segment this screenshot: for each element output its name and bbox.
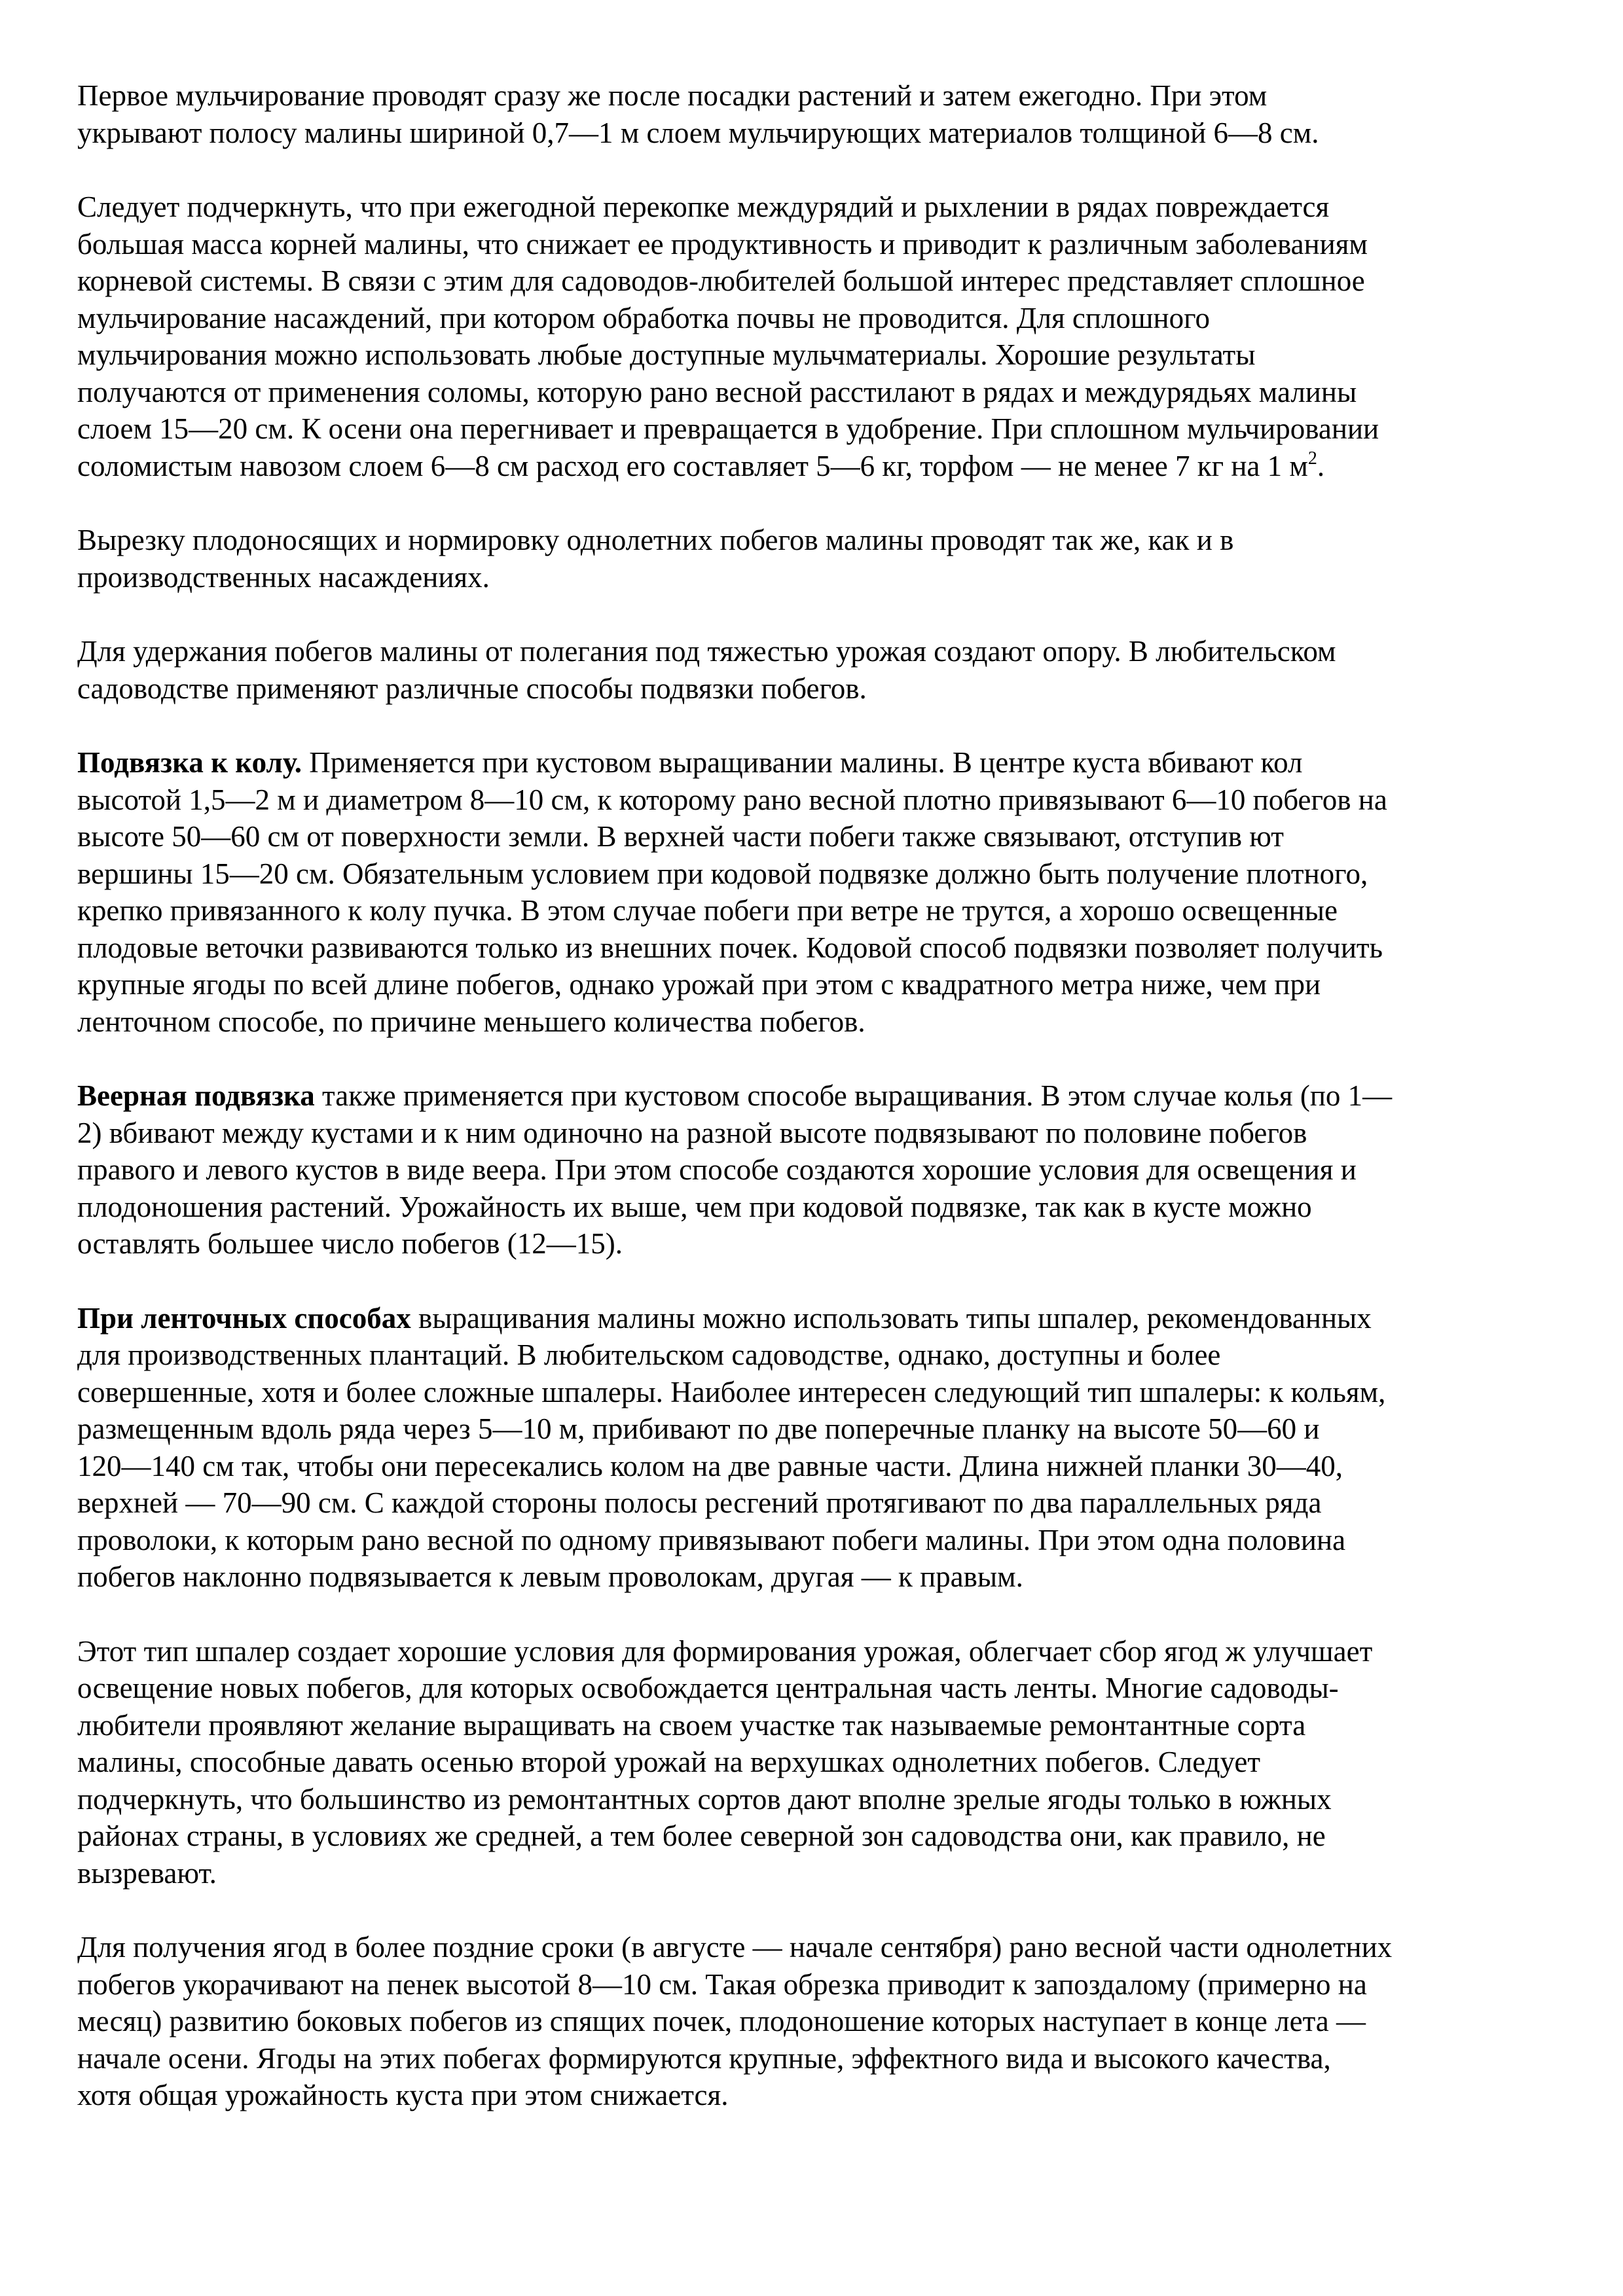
- text-segment: выращивания малины можно использовать типы шпалер, рекомендованных: [410, 1301, 1372, 1335]
- text-line: вызревают.: [77, 1856, 217, 1890]
- text-line: 2) вбивают между кустами и к ним одиночно на разной высоте подвязывают по половине побегов: [77, 1116, 1307, 1149]
- text-line: Вырезку плодоносящих и нормировку однолетних побегов малины проводят так же, как и в: [77, 524, 1234, 556]
- text-line: начале осени. Ягоды на этих побегах формируются крупные, эффектного вида и высокого качества,: [77, 2041, 1331, 2075]
- paragraph-pruning: [77, 522, 1558, 596]
- text-line: крупные ягоды по всей длине побегов, однако урожай при этом с квадратного метра ниже, чем при: [77, 968, 1321, 1001]
- text-line: Следует подчеркнуть, что при ежегодной перекопке междурядий и рыхлении в рядах повреждается: [77, 190, 1330, 223]
- text-line: мульчирования можно использовать любые доступные мульчматериалы. Хорошие результаты: [77, 338, 1256, 371]
- text-segment: также применяется при кустовом способе выращивания. В этом случае колья (по 1—: [314, 1079, 1393, 1112]
- text-segment: Применяется при кустовом выращивании малины. В центре куста вбивают кол: [302, 746, 1303, 779]
- paragraph-ribbon-methods: [77, 1300, 1558, 1596]
- text-segment: .: [1317, 449, 1325, 482]
- paragraph-stake-tying: [77, 744, 1558, 1040]
- text-line-with-superscript: [77, 448, 1558, 485]
- text-line: побегов наклонно подвязывается к левым проволокам, другая — к правым.: [77, 1560, 1023, 1593]
- text-line: районах страны, в условиях же средней, а тем более северной зон садоводства они, как правило, не: [77, 1820, 1326, 1852]
- paragraph-continuous-mulching: [77, 188, 1558, 484]
- superscript: 2: [1307, 448, 1317, 469]
- text-line: для производственных плантаций. В любительском садоводстве, однако, доступны и более: [77, 1338, 1221, 1371]
- section-heading-inline: Подвязка к колу.: [77, 746, 302, 779]
- text-line: получаются от применения соломы, которую рано весной расстилают в рядах и междурядьях малины: [77, 375, 1357, 408]
- text-line: Для удержания побегов малины от полегания под тяжестью урожая создают опору. В любительском: [77, 635, 1336, 668]
- text-line: Первое мульчирование проводят сразу же после посадки растений и затем ежегодно. При этом: [77, 79, 1267, 112]
- text-line: корневой системы. В связи с этим для садоводов-любителей большой интерес представляет сплошное: [77, 264, 1365, 297]
- text-line: укрывают полосу малины шириной 0,7—1 м слоем мульчирующих материалов толщиной 6—8 см.: [77, 116, 1319, 149]
- text-line: 120—140 см так, чтобы они пересекались колом на две равные части. Длина нижней планки 30—40,: [77, 1449, 1343, 1482]
- text-line: производственных насаждениях.: [77, 560, 490, 594]
- text-line: малины, способные давать осенью второй урожай на верхушках однолетних побегов. Следует: [77, 1746, 1261, 1778]
- text-line: вершины 15—20 см. Обязательным условием при кодовой подвязке должно быть получение плотного,: [77, 857, 1368, 890]
- text-line: оставлять большее число побегов (12—15).: [77, 1227, 623, 1260]
- text-line: [77, 1300, 1558, 1337]
- paragraph-late-harvest: [77, 1929, 1558, 2114]
- text-line: высоте 50—60 см от поверхности земли. В верхней части побеги также связывают, отступив ют: [77, 820, 1284, 853]
- text-line: подчеркнуть, что большинство из ремонтантных сортов дают вполне зрелые ягоды только в южных: [77, 1782, 1332, 1816]
- text-line: [77, 1077, 1558, 1115]
- text-line: мульчирование насаждений, при котором обработка почвы не проводится. Для сплошного: [77, 301, 1210, 334]
- document-page: [77, 77, 1558, 2151]
- text-line: проволоки, к которым рано весной по одному привязывают побеги малины. При этом одна половина: [77, 1523, 1346, 1556]
- paragraph-mulching-first: [77, 77, 1558, 151]
- paragraph-support: [77, 633, 1558, 707]
- paragraph-trellis-benefits: [77, 1633, 1558, 1892]
- text-line: крепко привязанного к колу пучка. В этом случае побеги при ветре не трутся, а хорошо освещенные: [77, 894, 1338, 927]
- text-line: совершенные, хотя и более сложные шпалеры. Наиболее интересен следующий тип шпалеры: к кольям,: [77, 1375, 1386, 1408]
- text-line: высотой 1,5—2 м и диаметром 8—10 см, к которому рано весной плотно привязывают 6—10 побегов на: [77, 783, 1387, 816]
- text-line: большая масса корней малины, что снижает ее продуктивность и приводит к различным заболеваниям: [77, 227, 1368, 260]
- text-line: плодоношения растений. Урожайность их выше, чем при кодовой подвязке, так как в кусте можно: [77, 1190, 1312, 1223]
- text-line: хотя общая урожайность куста при этом снижается.: [77, 2079, 729, 2111]
- text-line: ленточном способе, по причине меньшего количества побегов.: [77, 1005, 866, 1038]
- text-line: верхней — 70—90 см. С каждой стороны полосы ресгений протягивают по два параллельных ряда: [77, 1486, 1322, 1519]
- text-line: размещенным вдоль ряда через 5—10 м, прибивают по две поперечные планку на высоте 50—60 и: [77, 1412, 1320, 1445]
- text-line: любители проявляют желание выращивать на своем участке так называемые ремонтантные сорта: [77, 1708, 1306, 1742]
- text-segment: соломистым навозом слоем 6—8 см расход его составляет 5—6 кг, торфом — не менее 7 кг на 1 м: [77, 449, 1308, 482]
- text-line: Для получения ягод в более поздние сроки (в августе — начале сентября) рано весной части однолетних: [77, 1931, 1393, 1964]
- text-line: побегов укорачивают на пенек высотой 8—10 см. Такая обрезка приводит к запоздалому (примерно на: [77, 1967, 1367, 2001]
- section-heading-inline: При ленточных способах: [77, 1301, 411, 1335]
- section-heading-inline: Веерная подвязка: [77, 1079, 315, 1112]
- text-line: Этот тип шпалер создает хорошие условия для формирования урожая, облегчает сбор ягод ж улучшает: [77, 1634, 1373, 1668]
- text-line: садоводстве применяют различные способы подвязки побегов.: [77, 672, 867, 705]
- text-line: [77, 744, 1558, 781]
- text-line: слоем 15—20 см. К осени она перегнивает и превращается в удобрение. При сплошном мульчировании: [77, 412, 1379, 445]
- text-line: плодовые веточки развиваются только из внешних почек. Кодовой способ подвязки позволяет получить: [77, 931, 1383, 964]
- text-line: правого и левого кустов в виде веера. При этом способе создаются хорошие условия для освещения и: [77, 1153, 1357, 1186]
- paragraph-fan-tying: [77, 1077, 1558, 1263]
- text-line: месяц) развитию боковых побегов из спящих почек, плодоношение которых наступает в конце лета —: [77, 2005, 1366, 2037]
- text-line: освещение новых побегов, для которых освобождается центральная часть ленты. Многие садоводы-: [77, 1672, 1339, 1704]
